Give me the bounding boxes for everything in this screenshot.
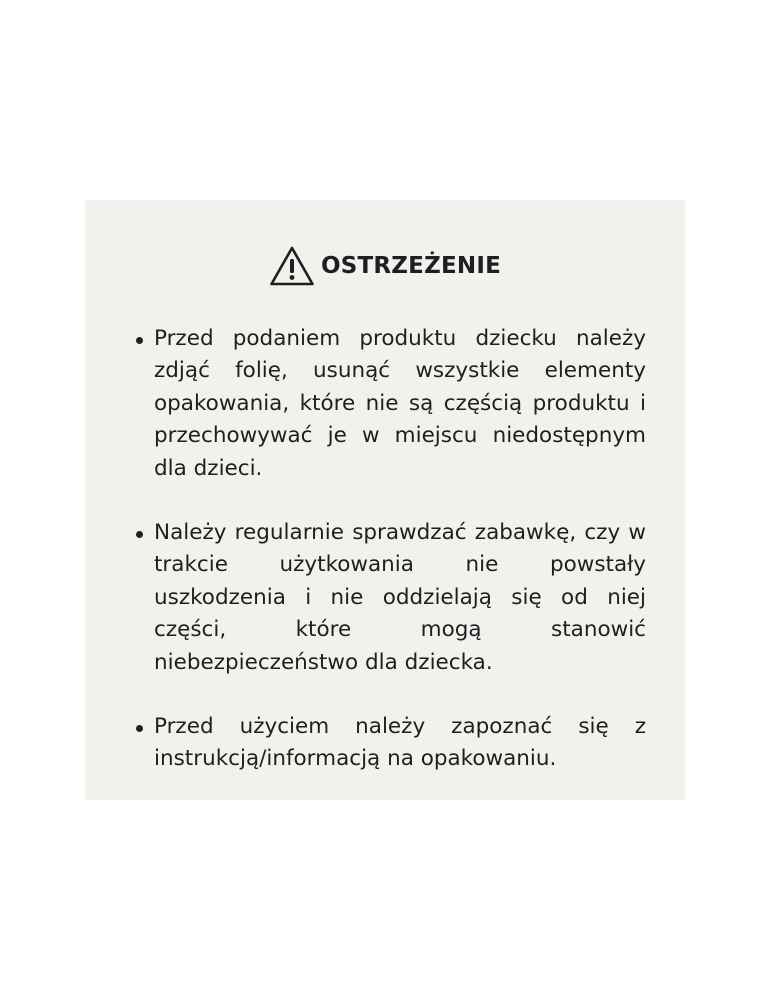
warning-item: Przed podaniem produktu dziecku należy zdjąć folię, usunąć wszystkie elementy opakowania, które nie są częścią produktu i przechowywać je w miejscu niedostępnym dla dzieci. <box>154 323 646 485</box>
warning-heading <box>85 243 685 289</box>
warning-item: Należy regularnie sprawdzać zabawkę, czy w trakcie użytkowania nie powstały uszkodzenia i nie oddzielają się od niej części, które mogą stanowić niebezpieczeństwo dla dziecka. <box>154 517 646 679</box>
warning-title: OSTRZEŻENIE <box>320 253 501 279</box>
warning-triangle-icon <box>269 245 315 287</box>
warning-card <box>85 200 685 800</box>
warning-list <box>154 323 646 808</box>
warning-item: Przed użyciem należy zapoznać się z instrukcją/informacją na opakowaniu. <box>154 711 646 776</box>
